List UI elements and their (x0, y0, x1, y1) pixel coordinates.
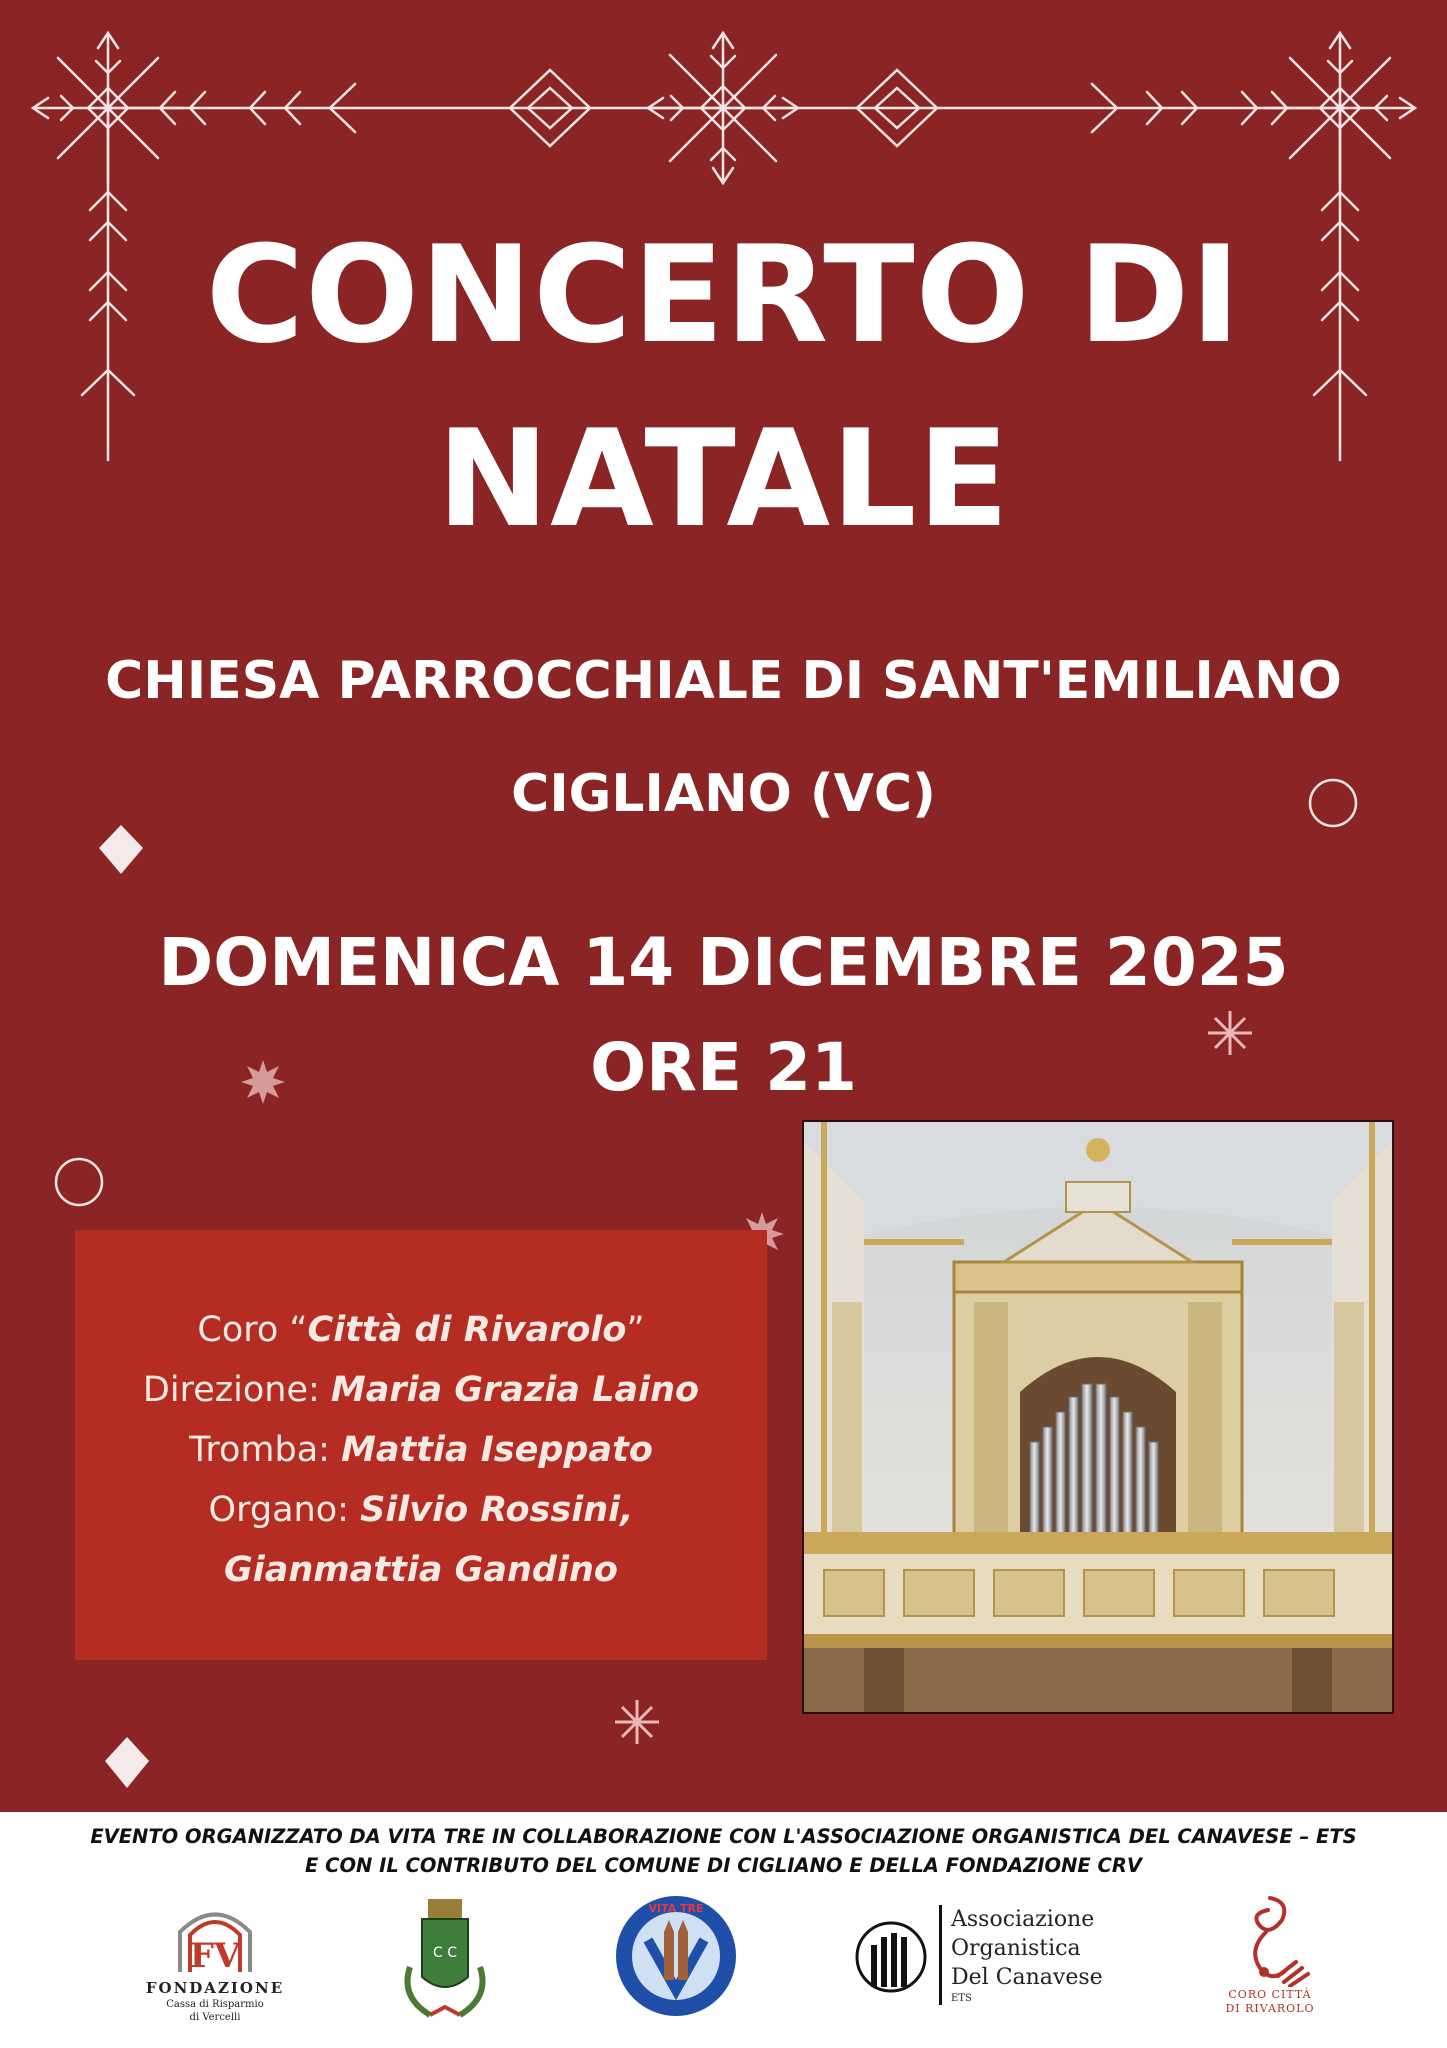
choir-name: Città di Rivarolo (307, 1310, 627, 1350)
choir-label: Coro “ (197, 1310, 308, 1350)
footer-line-2: E CON IL CONTRIBUTO DEL COMUNE DI CIGLIANO E DELLA FONDAZIONE CRV (305, 1854, 1142, 1877)
comune-cigliano-crest (390, 1897, 500, 2032)
performers-box (75, 1230, 767, 1660)
choir-quote-close: ” (626, 1310, 645, 1350)
choir-line (75, 1300, 767, 1360)
direction-name: Maria Grazia Laino (330, 1370, 700, 1410)
venue-town: CIGLIANO (VC) (511, 764, 936, 824)
performers-list (75, 1300, 767, 1600)
trumpet-line (75, 1420, 767, 1480)
organ-line (75, 1480, 767, 1540)
associazione-divider (939, 1905, 942, 2005)
organ-line-2 (75, 1540, 767, 1600)
vita-tre-text: VITA TRE (648, 1902, 704, 1915)
trumpet-label: Tromba: (189, 1430, 342, 1470)
fondazione-sub-1: Cassa di Risparmio (166, 1999, 264, 2010)
associazione-line-2: Organistica (951, 1936, 1081, 1961)
fondazione-name: FONDAZIONE (145, 1979, 285, 1997)
vita-tre-logo (612, 1892, 740, 2020)
coro-line-1: CORO CITTÀ (1228, 1988, 1312, 2001)
associazione-organistica-logo (855, 1905, 1115, 2015)
associazione-ets: ETS (951, 1993, 972, 2004)
coro-line-2: DI RIVAROLO (1225, 2002, 1315, 2015)
fondazione-sub-2: di Vercelli (189, 2012, 241, 2023)
fondazione-crv-logo (140, 1897, 290, 2037)
title-line-2: NATALE (436, 401, 1011, 557)
footer (0, 1812, 1447, 2048)
organ-name-2: Gianmattia Gandino (224, 1550, 618, 1590)
church-organ-photo (802, 1120, 1394, 1714)
comune-initials: C C (432, 1945, 458, 1961)
title-line-1: CONCERTO DI (205, 217, 1242, 373)
venue-church: CHIESA PARROCCHIALE DI SANT'EMILIANO (105, 651, 1342, 711)
event-time: ORE 21 (590, 1029, 857, 1106)
direction-label: Direzione: (142, 1370, 331, 1410)
associazione-line-1: Associazione (951, 1907, 1095, 1932)
direction-line (75, 1360, 767, 1420)
associazione-line-3: Del Canavese (951, 1965, 1103, 1990)
event-date: DOMENICA 14 DICEMBRE 2025 (158, 924, 1289, 1001)
svg-text:FV: FV (189, 1936, 241, 1976)
coro-rivarolo-logo (1220, 1892, 1320, 2027)
organ-name-1: Silvio Rossini, (360, 1490, 634, 1530)
organ-label: Organo: (208, 1490, 361, 1530)
footer-line-1: EVENTO ORGANIZZATO DA VITA TRE IN COLLABORAZIONE CON L'ASSOCIAZIONE ORGANISTICA DEL CANAVESE – ETS (90, 1825, 1357, 1848)
trumpet-name: Mattia Iseppato (341, 1430, 653, 1470)
